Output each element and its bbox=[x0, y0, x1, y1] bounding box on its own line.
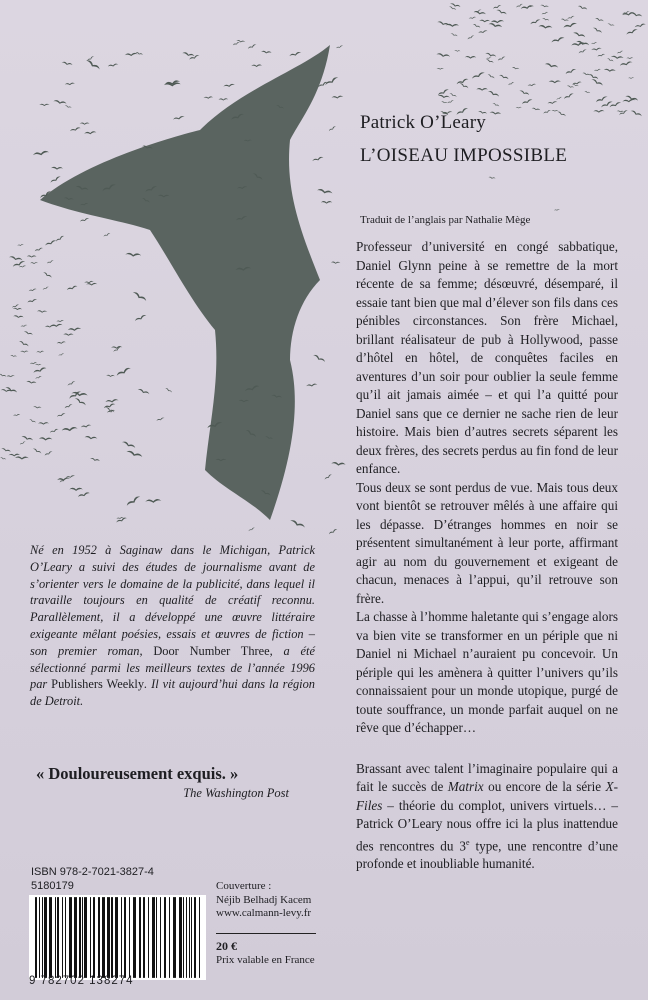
price: 20 € bbox=[216, 939, 237, 953]
barcode-digits: 9 782702 138274 bbox=[29, 975, 134, 987]
press-quote: « Douloureusement exquis. » bbox=[36, 764, 239, 783]
divider bbox=[216, 933, 316, 934]
bio-text: Né en 1952 à Saginaw dans le Michigan, Patrick O’Leary a suivi des études de journalisme avant de s’orienter vers le domaine de la publicité, dans lequel il travaille toujours en qualité de créatif reconnu. Parallèlement, il a développé une œuvre littéraire exigeante mêlant poésies, essais et œuvres de fiction – son premier roman, bbox=[30, 543, 315, 658]
bio-book-title: Door Number Three bbox=[153, 643, 270, 658]
closing-text: Brassant avec talent l’imaginaire populaire qui a fait le succès de bbox=[356, 760, 618, 794]
cover-credits bbox=[216, 880, 311, 921]
publisher-website: www.calmann-levy.fr bbox=[216, 907, 312, 919]
author-name: Patrick O’Leary bbox=[360, 112, 486, 133]
synopsis-paragraph: La chasse à l’homme haletante qui s’engage alors va bien vite se transformer en un périple que ni Daniel ni Michael n’auraient pu concevoir. Un périple qui les amènera à quitter l’univers qu’ils connaissaient pour un monde utopique, purgé de toute souffrance, un monde parfait auquel on ne rêve que d’échapper… bbox=[356, 609, 618, 735]
press-quote-source: The Washington Post bbox=[183, 786, 289, 800]
closing-matrix: Matrix bbox=[447, 779, 484, 794]
bio-publisher: Publishers Weekly bbox=[51, 677, 145, 692]
closing-xfiles: X-Files bbox=[356, 779, 618, 813]
bio-text: . Il vit aujourd’hui dans la région de Detroit. bbox=[30, 677, 315, 709]
closing-text: – théorie du complot, univers virtuels… – Patrick O’Leary nous offre ici la plus inattendue des rencontres du 3 bbox=[356, 797, 618, 853]
bio-text: , a été sélectionné parmi les meilleurs textes de l’année 1996 par bbox=[30, 643, 315, 692]
book-title: L’OISEAU IMPOSSIBLE bbox=[360, 145, 568, 166]
closing-sup: e bbox=[465, 837, 470, 847]
price-note: Prix valable en France bbox=[216, 954, 315, 966]
isbn-block bbox=[31, 865, 154, 893]
product-code: 5180179 bbox=[31, 880, 74, 892]
author-bio bbox=[30, 542, 315, 710]
barcode bbox=[29, 895, 206, 980]
synopsis-closing bbox=[356, 760, 618, 874]
credits-label: Couverture : bbox=[216, 880, 272, 892]
synopsis-paragraph: Professeur d’université en congé sabbatique, Daniel Glynn peine à se remettre de la mort récente de sa femme; désœuvré, désemparé, il essaie tant bien que mal d’élever son fils dans ces pénibles circonstances. Son frère Michael, brillant réalisateur de pub à Hollywood, passe d’hôtel en hôtel, de conquêtes faciles en aventures d’un soir pour oublier la seule femme qu’il ait jamais aimée – et qui l’a quitté pour Daniel sans que ce dernier ne sache rien de leur histoire. Mais bien d’autres secrets séparent les deux frères, des secrets perdus au fin fond de leur enfance. bbox=[356, 239, 618, 476]
closing-text: ou encore de la série bbox=[483, 779, 606, 794]
closing-text: type, une rencontre d’une profonde et inoubliable humanité. bbox=[356, 837, 619, 872]
translator-credit: Traduit de l’anglais par Nathalie Mège bbox=[360, 214, 531, 226]
credits-artist: Néjib Belhadj Kacem bbox=[216, 893, 312, 906]
synopsis bbox=[356, 238, 618, 874]
synopsis-paragraph: Tous deux se sont perdus de vue. Mais tous deux vont bientôt se retrouver mêlés à une affaire qui les dépasse. D’étranges hommes en noir se présentent simultanément à leur porte, affirmant agir au nom du gouvernement et exigeant de chacun, menaces à l’appui, qu’il retrouve son frère. bbox=[356, 479, 618, 606]
isbn: ISBN 978-2-7021-3827-4 bbox=[31, 866, 154, 878]
